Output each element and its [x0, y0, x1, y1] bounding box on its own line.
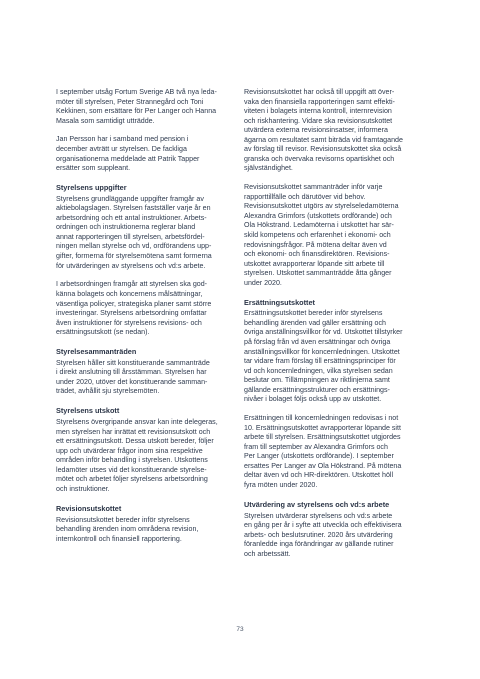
paragraph-remuneration-committee: Ersättningsutskottet bereder inför styrelsens behandling ärenden vad gäller ersättning och övriga anställningsvillkor för vd. Utskottet tillstyrker på förslag från vd även ersättningar och övriga anställningsvillkor för koncernledningen. Utskottet tar vidare fram förslag till ersättningsprinciper för vd och koncernledningen, vilka styrelsen sedan beslutar om. Tillämpningen av riktlinjerna samt gällande ersättningsstrukturer och ersättnings- nivåer i bolaget följs också upp av utskottet. [244, 309, 403, 404]
right-column [244, 88, 430, 569]
paragraph-committees: Styrelsens övergripande ansvar kan inte delegeras, men styrelsen har inrättat ett revisionsutskott och ett ersättningsutskott. Dessa utskott bereder, följer upp och utvärderar frågor inom sina respektive områden inför behandling i styrelsen. Utskottens ledamöter utses vid det konstituerande styrelse- mötet och arbetet följer styrelsens arbetsordning och instruktioner. [56, 418, 218, 493]
heading-styrelsens-uppgifter: Styrelsens uppgifter [56, 182, 127, 192]
paragraph-audit-committee-tasks: Revisionsutskottet har också till uppgift att över- vaka den finansiella rapporteringen samt effekti- viteten i bolagets interna kontroll, internrevision och riskhantering. Vidare ska revisionsutskottet utvärdera externa revisionsinsatser, informera ägarna om resultatet samt biträda vid framtagande av förslag till revisor. Revisionsutskottet ska också granska och övervaka revisorns opartiskhet och självständighet. [244, 88, 403, 173]
paragraph-audit-committee-intro: Revisionsutskottet bereder inför styrelsens behandling ärenden inom områdena revision, internkontroll och finansiell rapportering. [56, 515, 199, 543]
left-column [56, 88, 242, 553]
heading-ersattningsutskottet: Ersättningsutskottet [244, 297, 315, 307]
paragraph-work-order: I arbetsordningen framgår att styrelsen ska god- känna bolagets och koncernens målsättningar, väsentliga policyer, strategiska planer samt större investeringar. Styrelsens arbetsordning omfattar ăven instruktioner för styrelsens revisions- och ersättningsutskott (se nedan). [56, 280, 212, 337]
paragraph-board-meetings: Styrelsen håller sitt konstituerande sammanträde i direkt anslutning till årsstämman. Styrelsen har under 2020, utöver det konstituerande samman- trädet, avhållit sju styrelsemöten. [56, 358, 210, 396]
paragraph-pension-change: Jan Persson har i samband med pension i december avträtt ur styrelsen. De fackliga organisationerna meddelade att Patrik Tapper ersätter som suppleant. [56, 135, 200, 173]
page-number: 73 [236, 626, 244, 633]
heading-styrelsens-utskott: Styrelsens utskott [56, 406, 120, 416]
paragraph-board-duties: Styrelsens grundläggande uppgifter framgår av aktiebolagslagen. Styrelsen fastställer varje år en arbetsordning och ett antal instruktioner. Arbets- ordningen och instruktionerna reglerar bland annat rapporteringen till styrelsen, arbetsfördel- ningen mellan styrelse och vd, ordförandens upp- gifter, formerna för styrelsemötena samt formerna för utvärderingen av styrelsens och vd:s arbete. [56, 194, 212, 270]
heading-utvardering: Utvärdering av styrelsens och vd:s arbete [244, 499, 390, 509]
paragraph-evaluation: Styrelsen utvärderar styrelsens och vd:s arbete en gång per år i syfte att utveckla och effektivisera arbets- och beslutsrutiner. 2020 års utvärdering föranledde inga förändringar av gällande rutiner och arbetssätt. [244, 511, 402, 558]
paragraph-remuneration-members: Ersättningen till koncernledningen redovisas i not 10. Ersättningsutskottet avrapporterar löpande sitt arbete till styrelsen. Ersättningsutskottet utgjordes fram till september av Alexandra Grimfors och Per Langer (utskottets ordförande). I september ersattes Per Langer av Ola Hökstrand. På mötena deltar även vd och HR-direktören. Utskottet höll fyra möten under 2020. [244, 414, 402, 489]
paragraph-audit-committee-members: Revisionsutskottet sammanträder inför varje rapporttillfälle och därutöver vid behov. Revisionsutskottet utgörs av styrelseledamöterna Alexandra Grimfors (utskottets ordförande) och Ola Hökstrand. Ledamöterna i utskottet har sär- skild kompetens och erfarenhet i ekonomi- och redovisningsfrågor. På mötena deltar även vd och ekonomi- och finansdirektören. Revisions- utskottet avrapporterar löpande sitt arbete till styrelsen. Utskottet sammanträdde åtta gånger under 2020. [244, 183, 399, 287]
heading-styrelsesammantraden: Styrelsesammanträden [56, 347, 137, 356]
heading-revisionsutskottet: Revisionsutskottet [56, 503, 122, 513]
paragraph-board-changes: I september utsåg Fortum Sverige AB två nya leda- möter till styrelsen, Peter Strannegård och Toni Kekkinen, som ersättare för Per Langer och Hanna Masala som samtidigt utträdde. [56, 88, 217, 125]
